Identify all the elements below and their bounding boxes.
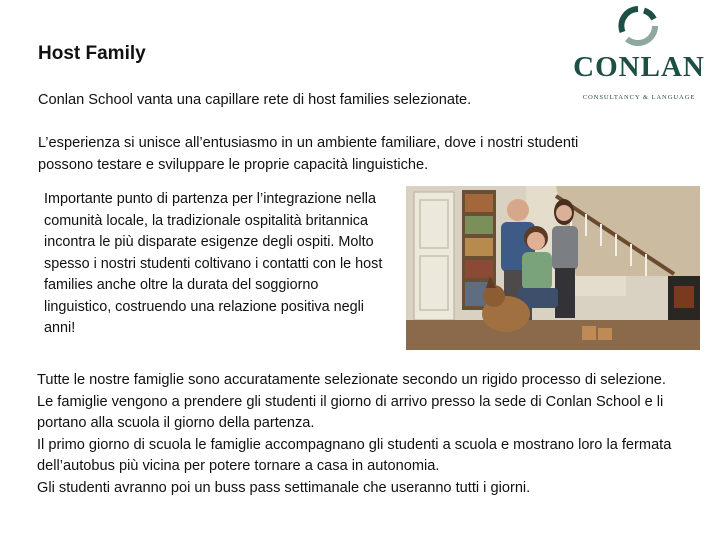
integration-paragraph: Importante punto di partenza per l’integrazione nella comunità locale, la tradizionale ospitalità britannica incontra le più disparate esigenze degli ospiti. Molto spesso i nostri studenti coltivano i contatti con le host families anche oltre la durata del soggiorno linguistico, costruendo una relazione positiva negli anni!	[44, 191, 383, 336]
details-block	[37, 370, 707, 499]
bus-pass-line: Gli studenti avranno poi un buss pass settimanale che useranno tutti i giorni.	[37, 479, 531, 496]
logo-ring-icon	[618, 6, 658, 46]
conlan-logo	[566, 6, 712, 101]
logo-wordmark: CONLAN	[573, 51, 705, 83]
host-family-photo	[406, 186, 700, 350]
first-day-line: Il primo giorno di scuola le famiglie accompagnano gli studenti a scuola e mostrano loro la fermata dell’autobus più vicina per potere tornare a casa in autonomia.	[37, 436, 672, 474]
experience-paragraph: L’esperienza si unisce all’entusiasmo in un ambiente familiare, dove i nostri studenti possono testare e sviluppare le proprie capacità linguistiche.	[38, 135, 579, 173]
pickup-line: Le famiglie vengono a prendere gli studenti il giorno di arrivo presso la sede di Conlan School e li portano alla scuola il giorno della partenza.	[37, 393, 664, 431]
page-title: Host Family	[38, 43, 146, 64]
selection-line: Tutte le nostre famiglie sono accuratamente selezionate secondo un rigido processo di selezione.	[37, 372, 666, 388]
logo-tagline: CONSULTANCY & LANGUAGE	[582, 94, 696, 101]
intro-paragraph: Conlan School vanta una capillare rete di host families selezionate.	[38, 92, 472, 108]
